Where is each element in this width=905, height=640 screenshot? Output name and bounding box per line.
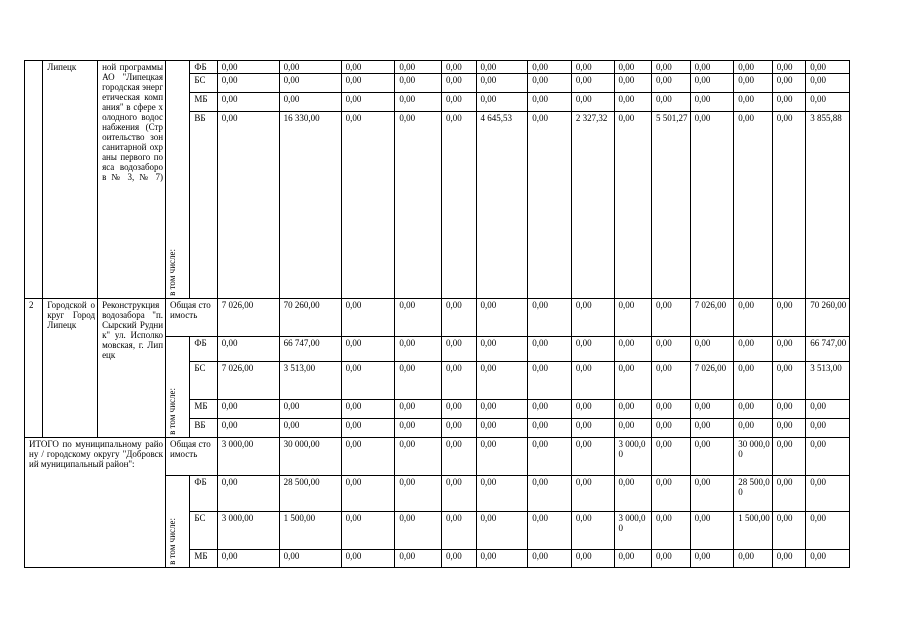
value-cell: 0,00 [614, 299, 652, 337]
value-cell: 0,00 [772, 74, 805, 93]
value-cell: 7 026,00 [690, 362, 734, 400]
value-cell: 7 026,00 [217, 299, 279, 337]
value-cell: 0,00 [528, 93, 572, 112]
funding-source-label: МБ [190, 93, 217, 112]
value-cell: 3 000,00 [614, 438, 652, 476]
vertical-label-cell [166, 61, 190, 299]
value-cell: 0,00 [476, 93, 528, 112]
value-cell: 0,00 [395, 74, 442, 93]
value-cell: 0,00 [476, 438, 528, 476]
funding-source-label: ФБ [190, 61, 217, 74]
value-cell: 70 260,00 [279, 299, 341, 337]
value-cell: 0,00 [806, 419, 850, 438]
value-cell: 3 000,00 [614, 512, 652, 550]
value-cell: 0,00 [442, 476, 477, 512]
value-cell: 0,00 [442, 438, 477, 476]
value-cell: 0,00 [279, 419, 341, 438]
value-cell: 0,00 [806, 93, 850, 112]
summary-label: ИТОГО по муниципальному району / городскому округу "Добровский муниципальный район": [25, 438, 166, 568]
value-cell: 16 330,00 [279, 112, 341, 299]
row-number [25, 61, 43, 299]
value-cell: 0,00 [442, 400, 477, 419]
value-cell: 28 500,00 [734, 476, 773, 512]
total-cost-label: Общая стоимость [166, 438, 218, 476]
value-cell: 0,00 [734, 337, 773, 362]
value-cell: 0,00 [217, 93, 279, 112]
value-cell: 0,00 [279, 74, 341, 93]
value-cell: 0,00 [571, 93, 614, 112]
value-cell: 0,00 [772, 112, 805, 299]
value-cell: 0,00 [772, 438, 805, 476]
value-cell: 0,00 [442, 299, 477, 337]
value-cell: 0,00 [217, 419, 279, 438]
value-cell: 7 026,00 [217, 362, 279, 400]
value-cell: 0,00 [734, 74, 773, 93]
value-cell: 0,00 [614, 74, 652, 93]
value-cell: 0,00 [772, 550, 805, 568]
value-cell: 0,00 [442, 362, 477, 400]
value-cell: 0,00 [442, 61, 477, 74]
value-cell: 0,00 [395, 299, 442, 337]
value-cell: 0,00 [341, 438, 395, 476]
municipality-name: Городской округ Город Липецк [43, 299, 98, 438]
vertical-label: в том числе: [167, 249, 178, 296]
value-cell: 3 000,00 [217, 512, 279, 550]
value-cell: 0,00 [528, 476, 572, 512]
value-cell: 0,00 [734, 550, 773, 568]
vertical-label-cell [166, 337, 190, 438]
value-cell: 30 000,00 [734, 438, 773, 476]
value-cell: 0,00 [614, 362, 652, 400]
value-cell: 0,00 [395, 93, 442, 112]
funding-source-label: ФБ [190, 476, 217, 512]
table-row [25, 61, 850, 74]
value-cell: 0,00 [806, 400, 850, 419]
value-cell: 0,00 [279, 61, 341, 74]
value-cell: 2 327,32 [571, 112, 614, 299]
funding-source-label: БС [190, 512, 217, 550]
value-cell: 0,00 [772, 337, 805, 362]
value-cell: 0,00 [279, 400, 341, 419]
value-cell: 0,00 [528, 299, 572, 337]
value-cell: 0,00 [690, 419, 734, 438]
value-cell: 0,00 [442, 93, 477, 112]
value-cell: 0,00 [652, 74, 691, 93]
value-cell: 0,00 [528, 419, 572, 438]
value-cell: 0,00 [528, 61, 572, 74]
value-cell: 28 500,00 [279, 476, 341, 512]
value-cell: 0,00 [571, 476, 614, 512]
value-cell: 0,00 [476, 419, 528, 438]
value-cell: 0,00 [217, 400, 279, 419]
value-cell: 0,00 [571, 400, 614, 419]
value-cell: 0,00 [772, 362, 805, 400]
value-cell: 0,00 [652, 337, 691, 362]
value-cell: 0,00 [341, 550, 395, 568]
value-cell: 0,00 [395, 362, 442, 400]
value-cell: 0,00 [476, 61, 528, 74]
object-description: Реконструкция водозабора "п. Сырский Рудник" ул. Исполкомовская, г. Липецк [98, 299, 166, 438]
value-cell: 0,00 [279, 550, 341, 568]
row-number: 2 [25, 299, 43, 438]
value-cell: 0,00 [806, 512, 850, 550]
value-cell: 0,00 [614, 112, 652, 299]
vertical-label: в том числе: [167, 388, 178, 435]
value-cell: 0,00 [341, 61, 395, 74]
value-cell: 0,00 [614, 419, 652, 438]
value-cell: 0,00 [395, 476, 442, 512]
funding-source-label: МБ [190, 550, 217, 568]
value-cell: 0,00 [734, 61, 773, 74]
value-cell: 0,00 [652, 512, 691, 550]
table-row [25, 438, 850, 476]
value-cell: 0,00 [571, 337, 614, 362]
value-cell: 0,00 [442, 550, 477, 568]
value-cell: 0,00 [614, 337, 652, 362]
value-cell: 0,00 [690, 476, 734, 512]
value-cell: 0,00 [571, 419, 614, 438]
value-cell: 0,00 [442, 419, 477, 438]
value-cell: 0,00 [476, 550, 528, 568]
value-cell: 0,00 [476, 476, 528, 512]
value-cell: 0,00 [734, 93, 773, 112]
value-cell: 0,00 [571, 362, 614, 400]
value-cell: 0,00 [652, 550, 691, 568]
value-cell: 3 000,00 [217, 438, 279, 476]
value-cell: 0,00 [652, 400, 691, 419]
value-cell: 30 000,00 [279, 438, 341, 476]
funding-source-label: ФБ [190, 337, 217, 362]
value-cell: 0,00 [652, 476, 691, 512]
value-cell: 0,00 [442, 512, 477, 550]
value-cell: 0,00 [217, 337, 279, 362]
value-cell: 0,00 [341, 400, 395, 419]
value-cell: 0,00 [652, 438, 691, 476]
value-cell: 0,00 [571, 512, 614, 550]
value-cell: 0,00 [442, 337, 477, 362]
value-cell: 1 500,00 [734, 512, 773, 550]
funding-source-label: МБ [190, 400, 217, 419]
value-cell: 0,00 [528, 438, 572, 476]
value-cell: 0,00 [528, 74, 572, 93]
value-cell: 0,00 [395, 438, 442, 476]
value-cell: 0,00 [772, 400, 805, 419]
value-cell: 0,00 [652, 93, 691, 112]
budget-table [24, 60, 850, 568]
value-cell: 0,00 [528, 512, 572, 550]
value-cell: 66 747,00 [279, 337, 341, 362]
value-cell: 0,00 [734, 362, 773, 400]
total-cost-label: Общая стоимость [166, 299, 218, 337]
value-cell: 0,00 [614, 93, 652, 112]
value-cell: 0,00 [690, 61, 734, 74]
vertical-label: в том числе: [167, 518, 178, 565]
value-cell: 0,00 [217, 61, 279, 74]
value-cell: 0,00 [341, 476, 395, 512]
value-cell: 0,00 [734, 299, 773, 337]
value-cell: 0,00 [806, 61, 850, 74]
value-cell: 0,00 [571, 438, 614, 476]
value-cell: 0,00 [690, 337, 734, 362]
value-cell: 0,00 [279, 93, 341, 112]
value-cell: 0,00 [395, 400, 442, 419]
value-cell: 0,00 [217, 74, 279, 93]
funding-source-label: ВБ [190, 419, 217, 438]
value-cell: 0,00 [690, 512, 734, 550]
value-cell: 0,00 [528, 337, 572, 362]
value-cell: 0,00 [442, 74, 477, 93]
value-cell: 0,00 [341, 112, 395, 299]
value-cell: 0,00 [772, 61, 805, 74]
value-cell: 0,00 [690, 112, 734, 299]
value-cell: 0,00 [442, 112, 477, 299]
value-cell: 0,00 [614, 61, 652, 74]
value-cell: 0,00 [217, 112, 279, 299]
value-cell: 1 500,00 [279, 512, 341, 550]
value-cell: 0,00 [528, 362, 572, 400]
value-cell: 0,00 [476, 400, 528, 419]
value-cell: 3 855,88 [806, 112, 850, 299]
vertical-label-cell [166, 476, 190, 568]
value-cell: 0,00 [341, 512, 395, 550]
value-cell: 0,00 [734, 400, 773, 419]
value-cell: 0,00 [476, 299, 528, 337]
value-cell: 0,00 [806, 438, 850, 476]
value-cell: 0,00 [772, 512, 805, 550]
value-cell: 0,00 [806, 74, 850, 93]
value-cell: 0,00 [395, 61, 442, 74]
value-cell: 0,00 [652, 299, 691, 337]
value-cell: 0,00 [772, 93, 805, 112]
value-cell: 0,00 [652, 61, 691, 74]
document-page [24, 60, 850, 568]
value-cell: 0,00 [395, 550, 442, 568]
value-cell: 0,00 [806, 550, 850, 568]
value-cell: 0,00 [614, 550, 652, 568]
value-cell: 0,00 [476, 512, 528, 550]
value-cell: 0,00 [690, 400, 734, 419]
value-cell: 0,00 [652, 419, 691, 438]
value-cell: 0,00 [528, 400, 572, 419]
value-cell: 0,00 [341, 362, 395, 400]
value-cell: 0,00 [806, 476, 850, 512]
value-cell: 3 513,00 [279, 362, 341, 400]
value-cell: 66 747,00 [806, 337, 850, 362]
value-cell: 3 513,00 [806, 362, 850, 400]
value-cell: 0,00 [571, 299, 614, 337]
value-cell: 4 645,53 [476, 112, 528, 299]
value-cell: 0,00 [690, 74, 734, 93]
value-cell: 0,00 [395, 337, 442, 362]
value-cell: 0,00 [395, 512, 442, 550]
funding-source-label: БС [190, 74, 217, 93]
value-cell: 0,00 [341, 337, 395, 362]
value-cell: 5 501,27 [652, 112, 691, 299]
value-cell: 0,00 [652, 362, 691, 400]
value-cell: 0,00 [772, 299, 805, 337]
table-row [25, 299, 850, 337]
value-cell: 0,00 [395, 419, 442, 438]
value-cell: 0,00 [571, 74, 614, 93]
value-cell: 7 026,00 [690, 299, 734, 337]
funding-source-label: ВБ [190, 112, 217, 299]
value-cell: 0,00 [217, 550, 279, 568]
value-cell: 0,00 [217, 476, 279, 512]
value-cell: 0,00 [341, 93, 395, 112]
value-cell: 0,00 [571, 550, 614, 568]
value-cell: 0,00 [614, 476, 652, 512]
value-cell: 0,00 [528, 550, 572, 568]
value-cell: 0,00 [614, 400, 652, 419]
value-cell: 0,00 [690, 93, 734, 112]
value-cell: 0,00 [395, 112, 442, 299]
value-cell: 0,00 [341, 299, 395, 337]
value-cell: 0,00 [341, 74, 395, 93]
value-cell: 0,00 [772, 476, 805, 512]
value-cell: 0,00 [772, 419, 805, 438]
value-cell: 0,00 [734, 112, 773, 299]
value-cell: 0,00 [571, 61, 614, 74]
value-cell: 0,00 [528, 112, 572, 299]
funding-source-label: БС [190, 362, 217, 400]
value-cell: 0,00 [690, 438, 734, 476]
value-cell: 0,00 [341, 419, 395, 438]
value-cell: 70 260,00 [806, 299, 850, 337]
object-description: ной программы АО "Липецкая городская энергетическая компания" в сфере холодного водоснабжения (Строительство зон санитарной охраны первого пояса водозаборо в № 3, № 7) [98, 61, 166, 299]
value-cell: 0,00 [690, 550, 734, 568]
municipality-name: Липецк [43, 61, 98, 299]
value-cell: 0,00 [476, 74, 528, 93]
value-cell: 0,00 [734, 419, 773, 438]
value-cell: 0,00 [476, 362, 528, 400]
value-cell: 0,00 [476, 337, 528, 362]
